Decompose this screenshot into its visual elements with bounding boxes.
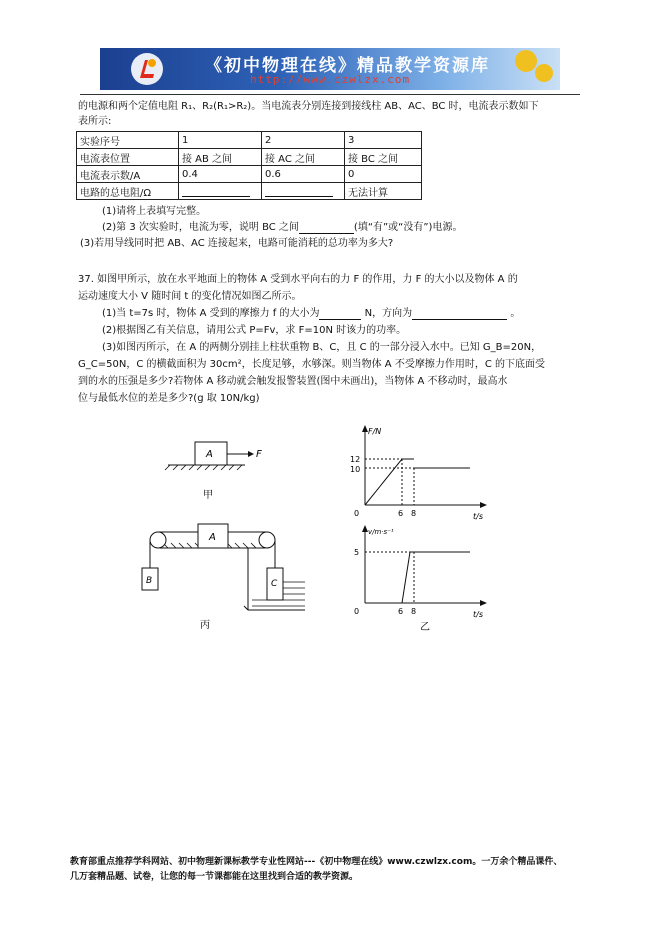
- tick-label: 6: [398, 509, 404, 518]
- figure-bing-label: 丙: [200, 620, 210, 631]
- table-row: [77, 132, 422, 149]
- q36-part-2-text-end: (填“有”或“没有”)电源。: [353, 222, 463, 233]
- pulley-icon: [259, 532, 275, 548]
- velocity-curve: [402, 552, 470, 603]
- q37-part-3-line-2: G_C=50N，C 的横截面积为 30cm²，长度足够，水够深。则当物体 A 不受摩擦力作用时，C 的下底面受: [78, 359, 545, 370]
- pulley-icon: [150, 532, 166, 548]
- answer-blank[interactable]: [179, 183, 262, 200]
- figure-area: [140, 420, 530, 635]
- q37-part-3-line-4: 位与最低水位的差是多少?(g 取 10N/kg): [78, 393, 260, 404]
- table-cell: 3: [345, 132, 422, 149]
- graph-force-time: [350, 425, 487, 521]
- q37-part-3-line-1: (3)如图丙所示，在 A 的两侧分别挂上柱状重物 B、C，且 C 的一部分浸入水中。已知 G_B=20N，: [102, 342, 542, 353]
- answer-blank[interactable]: [319, 309, 361, 320]
- q36-part-1: (1)请将上表填写完整。: [102, 206, 207, 217]
- q36-part-2: [102, 221, 462, 234]
- table-cell: 电路的总电阻/Ω: [77, 183, 179, 200]
- table-cell: 电流表位置: [77, 149, 179, 166]
- block-a-label: A: [206, 449, 213, 460]
- tick-label: 6: [398, 607, 404, 616]
- sunflower-icon: [515, 50, 537, 72]
- banner-title: 《初中物理在线》精品教学资源库: [205, 56, 490, 76]
- footer-line-2: 几万套精品题、试卷，让您的每一节课都能在这里找到合适的教学资源。: [70, 872, 359, 882]
- page-footer: [70, 855, 590, 885]
- tick-label: 10: [350, 465, 361, 474]
- q37-part-1-text-mid: N，方向为: [364, 308, 413, 319]
- table-row: [77, 149, 422, 166]
- table-cell: 1: [179, 132, 262, 149]
- force-arrow-icon: [248, 451, 254, 457]
- answer-blank[interactable]: [299, 223, 354, 234]
- table-cell: 实验序号: [77, 132, 179, 149]
- experiment-table: [76, 131, 422, 200]
- q37-line-2: 运动速度大小 V 随时间 t 的变化情况如图乙所示。: [78, 291, 302, 302]
- table-cell: 0.6: [262, 166, 345, 183]
- x-axis-label: t/s: [473, 610, 483, 619]
- table-cell: 2: [262, 132, 345, 149]
- y-axis-label: F/N: [368, 427, 382, 436]
- table-cell: 电流表示数/A: [77, 166, 179, 183]
- table-cell: 无法计算: [345, 183, 422, 200]
- footer-line-1: 教育部重点推荐学科网站、初中物理新课标教学专业性网站---《初中物理在线》www.czwlzx.com。一万余个精品课件、: [70, 857, 563, 867]
- q36-part-2-text: (2)第 3 次实验时，电流为零，说明 BC 之间: [102, 222, 299, 233]
- banner-url[interactable]: http://www.czwlzx.com: [250, 73, 411, 86]
- block-a-label: A: [209, 532, 216, 543]
- tick-label: 8: [411, 607, 417, 616]
- force-curve: [365, 459, 414, 505]
- block-b-label: B: [146, 576, 153, 586]
- q37-line-1: 37. 如图甲所示，放在水平地面上的物体 A 受到水平向右的力 F 的作用，力 F 的大小以及物体 A 的: [78, 274, 518, 285]
- table-cell: 接 AB 之间: [179, 149, 262, 166]
- intro-line-1: 的电源和两个定值电阻 R₁、R₂(R₁>R₂)。当电流表分别连接到接线柱 AB、AC、BC 时，电流表示数如下: [78, 101, 539, 112]
- origin-label: 0: [354, 607, 360, 616]
- y-axis-label: v/m·s⁻¹: [368, 528, 394, 536]
- sunflower-icon: [535, 64, 553, 82]
- table-row: [77, 166, 422, 183]
- answer-blank[interactable]: [262, 183, 345, 200]
- figure-jia-label: 甲: [203, 490, 213, 501]
- q37-part-3-line-3: 到的水的压强是多少?若物体 A 移动就会触发报警装置(图中未画出)，当物体 A 不移动时，最高水: [78, 376, 508, 387]
- site-logo-icon: [130, 52, 164, 86]
- origin-label: 0: [354, 509, 360, 518]
- force-label: F: [256, 449, 262, 460]
- tick-label: 8: [411, 509, 417, 518]
- x-axis-label: t/s: [473, 512, 483, 521]
- tick-label: 12: [350, 455, 361, 464]
- intro-line-2: 表所示:: [78, 116, 112, 127]
- figure-bing: [142, 524, 305, 631]
- block-c-label: C: [271, 579, 278, 589]
- figure-jia: [165, 442, 262, 501]
- q37-part-1-text: (1)当 t=7s 时，物体 A 受到的摩擦力 f 的大小为: [102, 308, 320, 319]
- tick-label: 5: [354, 548, 360, 557]
- header-banner: [100, 48, 560, 90]
- table-cell: 0.4: [179, 166, 262, 183]
- table-row: [77, 183, 422, 200]
- table-cell: 接 AC 之间: [262, 149, 345, 166]
- q37-part-1-text-end: 。: [510, 308, 521, 319]
- table-cell: 0: [345, 166, 422, 183]
- graph-velocity-time: [354, 525, 487, 633]
- header-divider: [80, 94, 580, 95]
- q37-part-2: (2)根据图乙有关信息，请用公式 P=Fv，求 F=10N 时该力的功率。: [102, 325, 407, 336]
- figure-yi-label: 乙: [420, 622, 430, 633]
- answer-blank[interactable]: [412, 309, 507, 320]
- q37-part-1: [102, 307, 520, 320]
- q36-part-3: (3)若用导线同时把 AB、AC 连接起来，电路可能消耗的总功率为多大?: [80, 238, 394, 249]
- table-cell: 接 BC 之间: [345, 149, 422, 166]
